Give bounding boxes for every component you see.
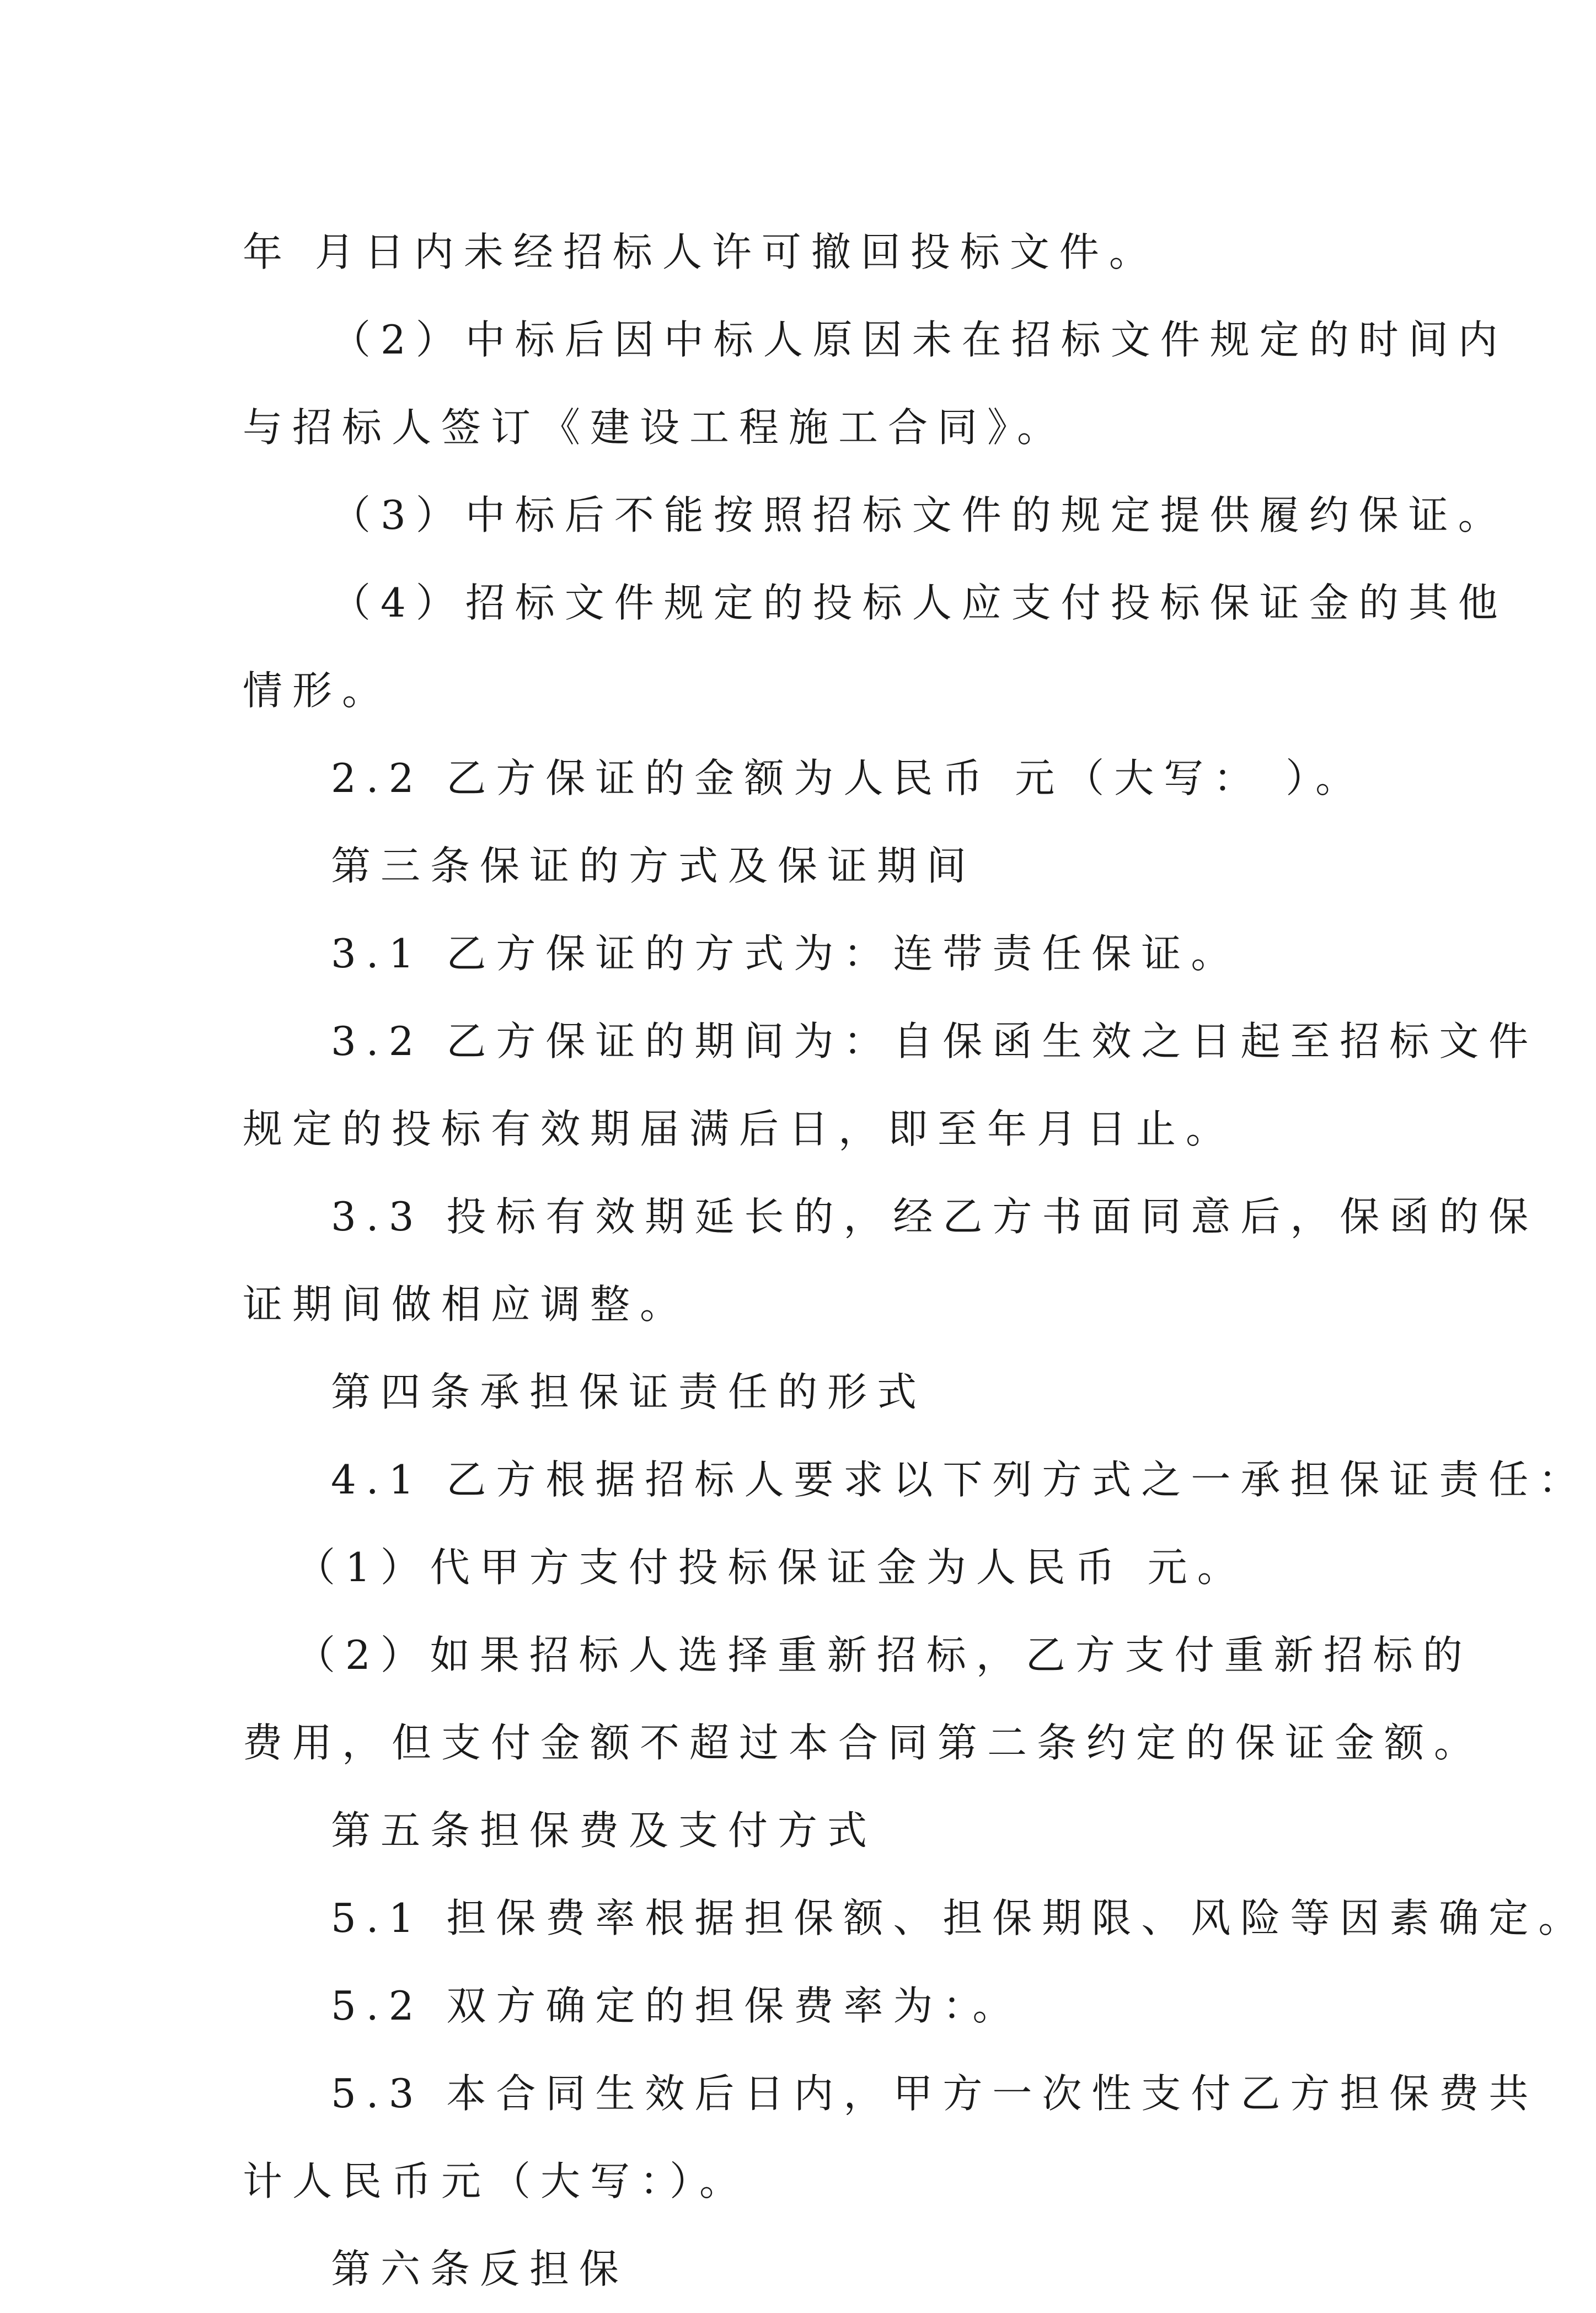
text-line: 3.3 投标有效期延长的，经乙方书面同意后，保函的保 bbox=[331, 1193, 1539, 1240]
text-line: 5.3 本合同生效后日内，甲方一次性支付乙方担保费共 bbox=[331, 2070, 1539, 2117]
text-line: （4）招标文件规定的投标人应支付投标保证金的其他 bbox=[331, 580, 1508, 626]
text-line: 证期间做相应调整。 bbox=[243, 1281, 690, 1327]
section-heading: 第四条承担保证责任的形式 bbox=[331, 1369, 927, 1415]
section-heading: 第六条反担保 bbox=[331, 2246, 629, 2292]
text-line: 3.1 乙方保证的方式为：连带责任保证。 bbox=[331, 930, 1241, 977]
text-line: 年 月日内未经招标人许可撤回投标文件。 bbox=[243, 229, 1159, 275]
text-line: （1）代甲方支付投标保证金为人民币 元。 bbox=[296, 1544, 1247, 1591]
text-line: 与招标人签订《建设工程施工合同》。 bbox=[243, 404, 1067, 451]
text-line: 4.1 乙方根据招标人要求以下列方式之一承担保证责任： bbox=[331, 1457, 1588, 1503]
text-line: 规定的投标有效期届满后日，即至年月日止。 bbox=[243, 1106, 1236, 1152]
section-heading: 第五条担保费及支付方式 bbox=[331, 1807, 877, 1854]
text-line: 5.2 双方确定的担保费率为：。 bbox=[331, 1983, 1022, 2029]
text-line: 费用，但支付金额不超过本合同第二条约定的保证金额。 bbox=[243, 1720, 1484, 1766]
text-line: 情形。 bbox=[243, 667, 392, 714]
text-line: （2）中标后因中标人原因未在招标文件规定的时间内 bbox=[331, 317, 1508, 363]
document-body bbox=[243, 208, 1588, 2313]
section-heading: 第三条保证的方式及保证期间 bbox=[331, 843, 977, 889]
text-line: 2.2 乙方保证的金额为人民币 元（大写： ）。 bbox=[331, 755, 1365, 801]
text-line: 5.1 担保费率根据担保额、担保期限、风险等因素确定。 bbox=[331, 1895, 1588, 1941]
text-line: 3.2 乙方保证的期间为：自保函生效之日起至招标文件 bbox=[331, 1018, 1539, 1064]
text-line: （3）中标后不能按照招标文件的规定提供履约保证。 bbox=[331, 492, 1508, 538]
text-line: 计人民币元（大写：）。 bbox=[243, 2158, 749, 2204]
text-line: （2）如果招标人选择重新招标，乙方支付重新招标的 bbox=[296, 1632, 1472, 1678]
